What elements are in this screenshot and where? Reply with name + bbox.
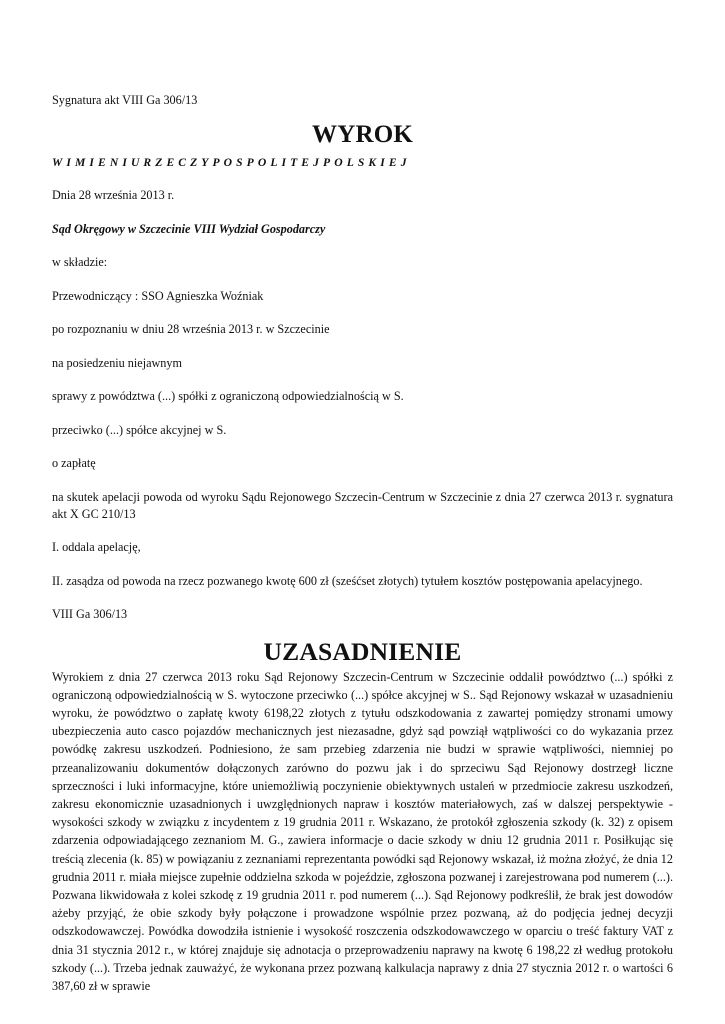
case-reference: VIII Ga 306/13 — [52, 607, 128, 621]
justification-text: Wyrokiem z dnia 27 czerwca 2013 roku Sąd Rejonowy Szczecin-Centrum w Szczecinie oddalił powództwo (...) spółki z ograniczoną odpowiedzialnością w S. wytoczone przeciwko (...) spółce akcyjnej w S.. Sąd Rejonowy wskazał w uzasadnieniu wyroku, że powództwo o zapłatę kwoty 6198,22 złotych z tytułu odszkodowania z zawartej pomiędzy stronami umowy ubezpieczenia auto casco pojazdów mechanicznych jest niezasadne, gdyż sąd powziął wątpliwości co do wykazania przez powódkę zakresu uszkodzeń. Podniesiono, że sam przebieg zdarzenia nie budzi w sprawie wątpliwości, niemniej po przeanalizowaniu dokumentów dołączonych zarówno do pozwu jak i do sprzeciwu Sąd Rejonowy dostrzegł liczne sprzeczności i luki informacyjne, które uniemożliwią poczynienie obiektywnych ustaleń w przedmiocie zakresu uszkodzeń, zakresu ekonomicznie uzasadnionych i uwzględnionych napraw i kosztów materiałowych, zaś w dalszej perspektywie - wysokości szkody w związku z incydentem z 19 grudnia 2011 r. Wskazano, że protokół zgłoszenia szkody (k. 32) z opisem zdarzenia odpowiadającego zeznaniom M. G., zawiera informacje o dacie szkody w dniu 12 grudnia 2011 r. Posiłkując się treścią zlecenia (k. 85) w powiązaniu z zeznaniami reprezentanta powódki sąd Rejonowy wskazał, iż można złożyć, że dnia 12 grudnia 2011 r. miała miejsce zupełnie oddzielna szkoda w pojeździe, zgłoszona pozwanej i zarejestrowana pod numerem (...). Pozwana likwidowała z kolei szkodę z 19 grudnia 2011 r. pod numerem (...). Sąd Rejonowy podkreślił, że brak jest dowodów ażeby przyjąć, że obie szkody były połączone i prowadzone wspólnie przez pozwaną, aż do podjęcia jednej decyzji odszkodowawczej. Powódka dowodziła istnienie i wysokość roszczenia odszkodowawczego w oparciu o treść faktury VAT z dnia 31 stycznia 2012 r., w której znajduje się adnotacja o przeprowadzeniu naprawy na kwotę 6 198,22 zł według protokołu szkody (...). Trzeba jednak zauważyć, że wykonana przez pozwaną kalkulacja naprawy z dnia 27 stycznia 2012 r. o wartości 6 387,60 zł w sprawie — [52, 669, 673, 993]
judgment-title: WYROK — [312, 120, 413, 148]
judgment-date: Dnia 28 września 2013 r. — [52, 188, 175, 202]
in-the-name-line: WIMIENIURZECZYPOSPOLITEJPOLSKIEJ — [52, 155, 411, 169]
appeal-info: na skutek apelacji powoda od wyroku Sądu Rejonowego Szczecin-Centrum w Szczecinie z dnia 27 czerwca 2013 r. sygnatura akt X GC 210/13 — [52, 489, 673, 521]
defendant: przeciwko (...) spółce akcyjnej w S. — [52, 422, 227, 437]
court-name: Sąd Okręgowy w Szczecinie VIII Wydział Gospodarczy — [52, 221, 326, 236]
hearing-info: po rozpoznaniu w dniu 28 września 2013 r. w Szczecinie — [52, 322, 330, 336]
case-signature: Sygnatura akt VIII Ga 306/13 — [52, 93, 198, 107]
case-parties: sprawy z powództwa (...) spółki z ograniczoną odpowiedzialnością w S. — [52, 389, 404, 403]
session-type: na posiedzeniu niejawnym — [52, 355, 182, 370]
composition-label: w składzie: — [52, 255, 108, 269]
ruling-point-2: II. zasądza od powoda na rzecz pozwanego kwotę 600 zł (sześćset złotych) tytułem kosztów postępowania apelacyjnego. — [52, 573, 643, 588]
justification-title: UZASADNIENIE — [263, 636, 462, 666]
ruling-point-1: I. oddala apelację, — [52, 540, 141, 554]
presiding-judge: Przewodniczący : SSO Agnieszka Woźniak — [52, 288, 264, 303]
case-subject: o zapłatę — [52, 456, 96, 470]
